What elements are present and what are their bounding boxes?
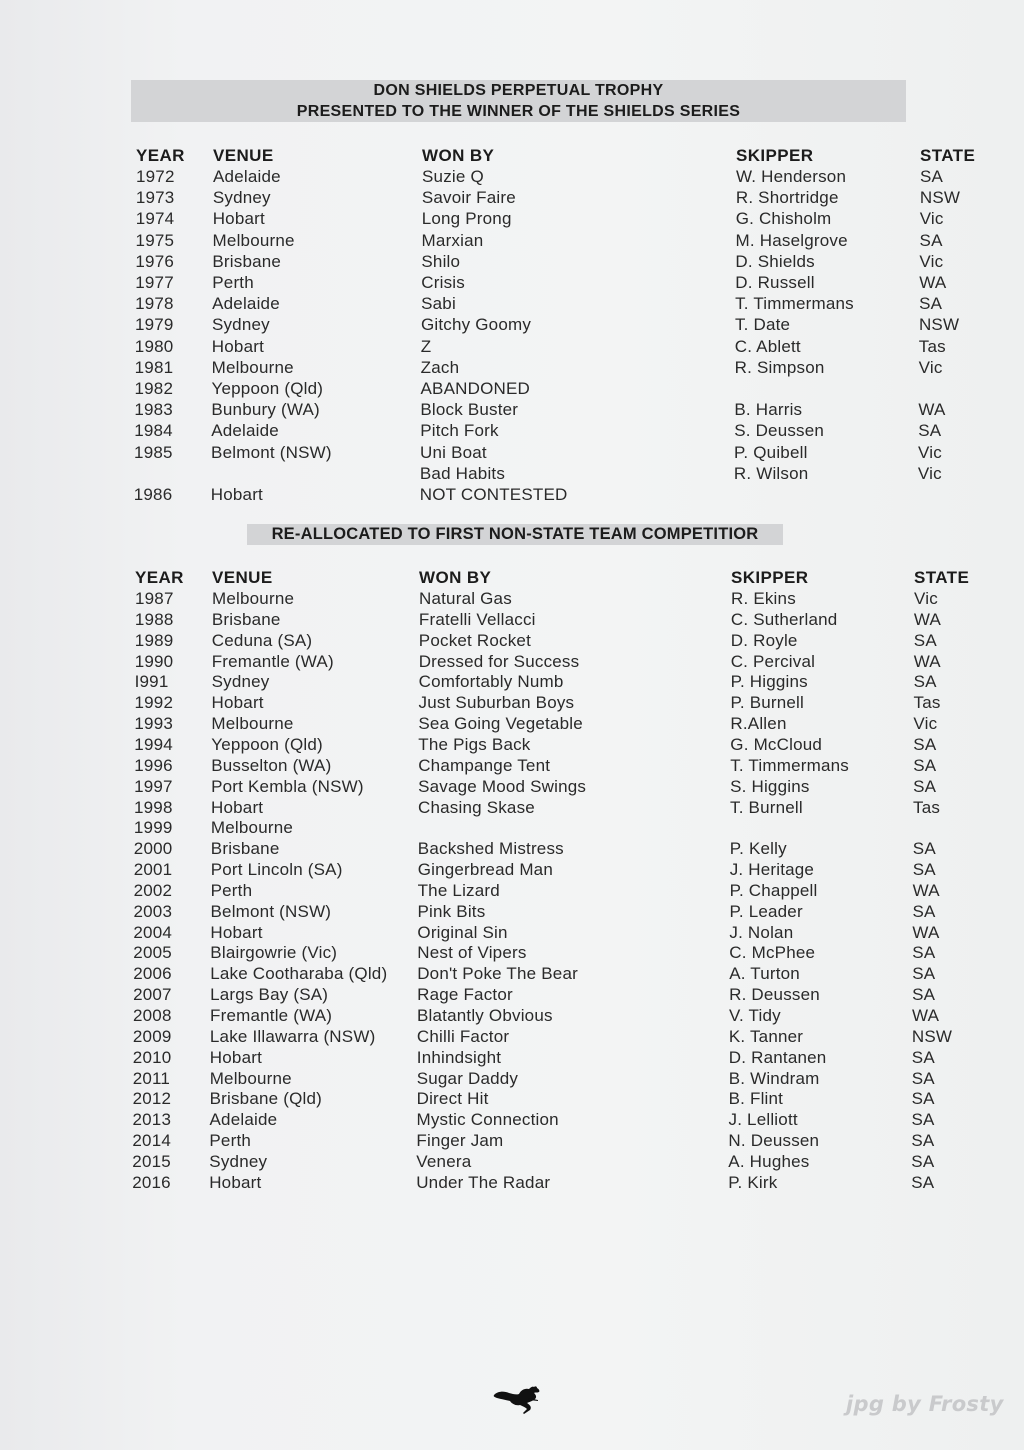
cell-skipper: S. Deussen	[734, 421, 825, 441]
table-row	[0, 336, 1024, 357]
cell-skipper: C. Percival	[730, 651, 816, 671]
cell-year: 2004	[133, 922, 173, 942]
cell-won-by: Block Buster	[420, 400, 519, 420]
cell-venue: Belmont (NSW)	[210, 901, 332, 921]
cell-venue: Perth	[210, 880, 253, 900]
cell-skipper: G. Chisholm	[735, 209, 832, 229]
cell-year: 2014	[132, 1131, 172, 1151]
cell-skipper: J. Lelliott	[728, 1110, 798, 1130]
cell-won-by: ABANDONED	[420, 379, 530, 398]
cell-venue: Sydney	[209, 1151, 268, 1171]
cell-year: 1983	[134, 400, 173, 420]
cell-won-by: Sea Going Vegetable	[418, 714, 583, 734]
table-header-row	[0, 145, 1024, 166]
cell-skipper: M. Haselgrove	[735, 230, 848, 250]
cell-year: 2011	[132, 1068, 171, 1088]
cell-year: 2001	[133, 860, 173, 880]
cell-won-by: Bad Habits	[419, 463, 506, 483]
cell-year: 1978	[135, 294, 174, 314]
cell-venue: Melbourne	[211, 357, 294, 377]
cell-venue: Brisbane	[212, 251, 282, 271]
cell-state: WA	[918, 400, 946, 420]
cell-year: 1977	[135, 273, 174, 292]
cell-won-by: Just Suburban Boys	[418, 693, 575, 713]
cell-year: 1975	[135, 230, 175, 250]
cell-skipper: J. Heritage	[729, 860, 815, 880]
cell-skipper: R. Simpson	[734, 357, 825, 377]
table-header-row	[0, 567, 1024, 588]
cell-year: 1982	[134, 379, 174, 398]
table-row	[0, 230, 1024, 251]
cell-won-by: Suzie Q	[422, 167, 484, 186]
cell-won-by: Savoir Faire	[421, 188, 516, 208]
trophy-title: DON SHIELDS PERPETUAL TROPHY	[373, 82, 664, 99]
cell-won-by: Champange Tent	[418, 755, 551, 775]
cell-won-by: Natural Gas	[419, 589, 512, 608]
table-row	[0, 692, 1024, 713]
cell-venue: Perth	[212, 273, 254, 292]
cell-state: SA	[911, 1151, 935, 1171]
table-row	[0, 208, 1024, 229]
table-row	[0, 880, 1024, 901]
cell-skipper: R. Wilson	[733, 463, 809, 483]
table-row	[0, 734, 1024, 755]
cell-won-by: Uni Boat	[420, 442, 487, 462]
table-row	[0, 442, 1024, 463]
cell-won-by: Comfortably Numb	[418, 672, 564, 692]
cell-venue: Brisbane (Qld)	[209, 1089, 322, 1109]
table-row	[0, 187, 1024, 208]
cell-won-by: Mystic Connection	[416, 1110, 559, 1130]
cell-state: SA	[912, 985, 936, 1005]
header-state: STATE	[914, 568, 970, 587]
cell-skipper: T. Timmermans	[730, 755, 849, 775]
cell-venue: Bunbury (WA)	[211, 400, 320, 420]
cell-skipper: D. Shields	[735, 251, 815, 271]
cell-skipper: P. Higgins	[730, 672, 808, 692]
cell-state: Tas	[913, 693, 941, 713]
cell-venue: Melbourne	[212, 589, 295, 608]
cell-year: 2003	[133, 901, 173, 921]
table-row	[0, 984, 1024, 1005]
cell-state: NSW	[911, 1026, 953, 1046]
photo-credit-watermark: jpg by Frosty	[846, 1392, 1004, 1416]
cell-skipper: S. Higgins	[730, 776, 810, 796]
cell-skipper: N. Deussen	[728, 1131, 820, 1151]
cell-skipper: A. Hughes	[728, 1151, 810, 1171]
table-row	[0, 293, 1024, 314]
cell-venue: Busselton (WA)	[211, 755, 332, 775]
cell-won-by: Nest of Vipers	[417, 943, 527, 963]
table-row	[0, 1005, 1024, 1026]
cell-state: SA	[911, 1172, 935, 1192]
cell-skipper: R. Deussen	[729, 985, 820, 1005]
cell-won-by: The Lizard	[417, 880, 500, 900]
cell-skipper: P. Kelly	[729, 839, 787, 859]
cell-state: SA	[912, 901, 936, 921]
cell-year: 2009	[132, 1026, 172, 1046]
cell-venue: Belmont (NSW)	[211, 442, 332, 462]
cell-won-by: Sugar Daddy	[416, 1068, 519, 1088]
cell-won-by: Inhindsight	[416, 1047, 502, 1067]
cell-skipper: P. Leader	[729, 901, 803, 921]
cell-skipper: A. Turton	[729, 964, 800, 984]
cell-venue: Lake Illawarra (NSW)	[209, 1026, 376, 1046]
cell-skipper: J. Nolan	[729, 922, 794, 942]
table-row	[0, 588, 1024, 609]
cell-year: I991	[134, 672, 169, 692]
cell-won-by: Long Prong	[421, 209, 512, 229]
cell-year: 2012	[132, 1089, 172, 1109]
cell-state: SA	[911, 1068, 935, 1088]
cell-won-by: Blatantly Obvious	[417, 1006, 553, 1025]
cell-year: 2000	[133, 839, 173, 859]
cell-venue: Perth	[209, 1131, 252, 1151]
cell-year: 2005	[133, 943, 172, 963]
header-venue: VENUE	[213, 146, 274, 165]
cell-state: Tas	[918, 336, 946, 356]
cell-year: 2010	[132, 1047, 172, 1067]
cell-venue: Brisbane	[211, 609, 281, 629]
cell-venue: Hobart	[211, 693, 264, 713]
cell-won-by: Crisis	[421, 273, 465, 292]
cell-year: 2015	[132, 1151, 171, 1171]
cell-year: 1987	[135, 589, 174, 608]
cell-year: 1974	[135, 209, 175, 229]
table-row	[0, 963, 1024, 984]
cell-state: Vic	[913, 714, 938, 734]
cell-year: 1984	[134, 421, 173, 441]
cell-venue: Port Lincoln (SA)	[210, 860, 343, 880]
cell-skipper: C. Sutherland	[730, 609, 838, 629]
cell-year: 1972	[136, 167, 175, 186]
cell-skipper: R.Allen	[730, 714, 787, 734]
cell-skipper: B. Harris	[734, 400, 803, 420]
cell-skipper: C. McPhee	[729, 943, 816, 963]
cell-state: SA	[913, 734, 937, 754]
table-row	[0, 1068, 1024, 1089]
cell-state: SA	[918, 421, 942, 441]
cell-state: SA	[913, 755, 937, 775]
cell-won-by: Backshed Mistress	[417, 839, 564, 859]
table-row	[0, 776, 1024, 797]
table-row	[0, 838, 1024, 859]
cell-skipper: D. Royle	[730, 630, 798, 650]
cell-venue: Ceduna (SA)	[211, 630, 313, 650]
cell-year: 1998	[134, 797, 173, 817]
cell-skipper: W. Henderson	[736, 167, 847, 186]
table-row	[0, 651, 1024, 672]
cell-skipper: B. Windram	[728, 1068, 820, 1088]
cell-year: 1988	[134, 609, 174, 629]
table-row	[0, 420, 1024, 441]
cell-state: SA	[912, 860, 936, 880]
cell-won-by: Sabi	[421, 294, 456, 314]
cell-year: 2008	[133, 1006, 172, 1025]
cell-won-by: Pitch Fork	[420, 421, 499, 441]
cell-year: 1993	[134, 714, 174, 734]
trophy-subtitle: PRESENTED TO THE WINNER OF THE SHIELDS SERIES	[296, 103, 741, 120]
cell-venue: Hobart	[210, 922, 263, 942]
cell-state: Vic	[918, 442, 942, 462]
cell-venue: Fremantle (WA)	[210, 1006, 333, 1025]
cell-venue: Lake Cootharaba (Qld)	[210, 964, 388, 984]
table-row	[0, 922, 1024, 943]
cell-venue: Hobart	[209, 1047, 263, 1067]
cell-year: 1992	[134, 693, 174, 713]
cell-won-by: Pink Bits	[417, 901, 486, 921]
cell-won-by: Finger Jam	[416, 1131, 504, 1151]
cell-state: SA	[919, 294, 943, 314]
cell-venue: Adelaide	[213, 167, 281, 186]
cell-skipper: P. Chappell	[729, 880, 818, 900]
table-row	[0, 251, 1024, 272]
cell-won-by: Venera	[416, 1151, 472, 1171]
cell-skipper: D. Russell	[735, 273, 815, 292]
cell-won-by: Marxian	[421, 230, 484, 250]
table-row	[0, 901, 1024, 922]
cell-year: 1979	[134, 315, 174, 335]
header-skipper: SKIPPER	[731, 568, 809, 587]
cell-state: NSW	[919, 188, 961, 208]
cell-venue: Melbourne	[211, 714, 294, 734]
cell-state: SA	[911, 1047, 935, 1067]
cell-year: 2016	[132, 1172, 171, 1192]
cell-state: Vic	[919, 209, 944, 229]
cell-won-by: Under The Radar	[416, 1172, 551, 1192]
cell-venue: Largs Bay (SA)	[210, 985, 329, 1005]
cell-year: 1997	[134, 776, 173, 796]
cell-won-by: The Pigs Back	[418, 734, 531, 754]
cell-state: Vic	[917, 463, 942, 483]
cell-venue: Adelaide	[209, 1110, 278, 1130]
cell-won-by: Chasing Skase	[418, 797, 535, 817]
cell-state: SA	[913, 776, 937, 796]
cell-won-by: Gitchy Goomy	[420, 315, 532, 335]
cell-won-by: Pocket Rocket	[418, 630, 532, 650]
cell-state: SA	[912, 839, 936, 859]
cell-won-by: NOT CONTESTED	[419, 485, 568, 504]
table-row	[0, 1047, 1024, 1068]
cell-venue: Hobart	[210, 485, 263, 504]
cell-year: 2002	[133, 880, 173, 900]
header-year: YEAR	[136, 146, 185, 165]
cell-state: WA	[912, 1006, 940, 1025]
cell-state: Vic	[919, 251, 944, 271]
table-row	[0, 609, 1024, 630]
cell-year: 1990	[134, 651, 174, 671]
cell-year: 2007	[133, 985, 172, 1005]
cell-venue: Fremantle (WA)	[211, 651, 334, 671]
header-venue: VENUE	[212, 568, 273, 587]
trophy-title-banner	[131, 80, 906, 122]
header-year: YEAR	[135, 568, 184, 587]
table-row	[0, 378, 1024, 399]
cell-skipper: K. Tanner	[728, 1026, 804, 1046]
table-row	[0, 399, 1024, 420]
table-row	[0, 942, 1024, 963]
cell-venue: Hobart	[209, 1172, 262, 1192]
cell-year: 2013	[132, 1110, 172, 1130]
cell-venue: Brisbane	[210, 839, 280, 859]
cell-year: 1985	[134, 442, 173, 462]
cell-venue: Sydney	[211, 672, 270, 692]
cell-venue: Sydney	[211, 315, 270, 335]
cell-won-by: Direct Hit	[416, 1089, 489, 1109]
cell-venue: Melbourne	[212, 230, 295, 250]
cell-skipper: P. Burnell	[730, 693, 805, 713]
cell-venue: Adelaide	[211, 421, 279, 441]
cell-won-by: Z	[420, 336, 432, 356]
table-row	[0, 166, 1024, 187]
cell-year: 1994	[134, 734, 173, 754]
cell-venue: Adelaide	[212, 294, 280, 314]
cell-venue: Blairgowrie (Vic)	[210, 943, 338, 963]
table-row	[0, 272, 1024, 293]
cell-year: 1989	[134, 630, 174, 650]
cell-won-by: Original Sin	[417, 922, 508, 942]
table-row	[0, 1172, 1024, 1193]
table-row	[0, 671, 1024, 692]
table-row	[0, 713, 1024, 734]
cell-state: Vic	[918, 357, 943, 377]
cell-state: Tas	[913, 797, 941, 817]
cell-skipper: R. Shortridge	[735, 188, 839, 208]
table-row	[0, 859, 1024, 880]
cell-won-by: Rage Factor	[417, 985, 513, 1005]
cell-year: 1973	[135, 188, 175, 208]
table-row	[0, 1130, 1024, 1151]
cell-state: WA	[912, 922, 940, 942]
cell-state: WA	[913, 609, 942, 629]
cell-skipper: T. Timmermans	[735, 294, 854, 314]
cell-won-by: Savage Mood Swings	[418, 776, 587, 796]
cell-venue: Yeppoon (Qld)	[211, 379, 324, 398]
table-row	[0, 1109, 1024, 1130]
cell-venue: Hobart	[211, 797, 264, 817]
cell-state: SA	[911, 1089, 935, 1109]
cell-state: WA	[919, 273, 947, 292]
cell-skipper: T. Date	[734, 315, 791, 335]
cell-venue: Hobart	[212, 209, 265, 229]
cell-year: 1980	[134, 336, 174, 356]
header-skipper: SKIPPER	[736, 146, 814, 165]
table-row	[0, 1026, 1024, 1047]
cell-state: SA	[912, 964, 936, 984]
cell-skipper: V. Tidy	[729, 1006, 781, 1025]
cell-won-by: Zach	[420, 357, 460, 377]
cell-year: 1981	[134, 357, 174, 377]
cell-year: 1976	[135, 251, 175, 271]
cell-skipper: B. Flint	[728, 1089, 784, 1109]
cell-state: SA	[920, 167, 944, 186]
cell-state: SA	[919, 230, 943, 250]
cell-state: SA	[913, 672, 937, 692]
table-row	[0, 484, 1024, 505]
cell-won-by: Gingerbread Man	[417, 860, 553, 880]
cell-state: WA	[913, 651, 941, 671]
table-row	[0, 630, 1024, 651]
cell-year: 1986	[133, 485, 173, 504]
header-won-by: WON BY	[422, 146, 495, 165]
cell-state: NSW	[918, 315, 960, 335]
cell-venue: Melbourne	[209, 1068, 292, 1088]
cell-state: SA	[911, 1110, 935, 1130]
cell-year: 1996	[134, 755, 173, 775]
reallocation-heading: RE-ALLOCATED TO FIRST NON-STATE TEAM COMPETITIOR	[247, 524, 783, 545]
cell-venue: Sydney	[212, 188, 271, 208]
table-row	[0, 797, 1024, 818]
cell-skipper: C. Ablett	[734, 336, 801, 356]
cell-state: WA	[912, 880, 940, 900]
cell-state: SA	[912, 943, 936, 963]
cell-venue: Port Kembla (NSW)	[211, 776, 364, 796]
cell-skipper: D. Rantanen	[728, 1047, 827, 1067]
cell-skipper: R. Ekins	[731, 589, 796, 608]
table-row	[0, 817, 1024, 838]
cell-venue: Melbourne	[210, 818, 294, 838]
cell-skipper: P. Kirk	[728, 1172, 778, 1192]
table-row	[0, 314, 1024, 335]
cell-venue: Hobart	[211, 336, 265, 356]
table-row	[0, 1151, 1024, 1172]
cell-won-by: Don't Poke The Bear	[417, 964, 578, 984]
table-row	[0, 1088, 1024, 1109]
cell-state: SA	[913, 630, 937, 650]
cell-skipper: T. Burnell	[730, 797, 803, 817]
cell-year: 1999	[133, 818, 173, 838]
cell-state: SA	[911, 1131, 935, 1151]
header-won-by: WON BY	[419, 568, 492, 587]
cell-won-by: Shilo	[421, 251, 461, 271]
table-row	[0, 755, 1024, 776]
cell-state: Vic	[914, 589, 938, 608]
cell-year: 2006	[133, 964, 172, 984]
cell-won-by: Chilli Factor	[416, 1026, 510, 1046]
cell-skipper: G. McCloud	[730, 734, 823, 754]
cell-won-by: Fratelli Vellacci	[418, 609, 536, 629]
header-state: STATE	[920, 146, 976, 165]
table-row	[0, 463, 1024, 484]
kangaroo-icon	[492, 1381, 548, 1415]
cell-skipper: P. Quibell	[734, 442, 808, 462]
cell-venue: Yeppoon (Qld)	[211, 734, 323, 754]
table-row	[0, 357, 1024, 378]
cell-won-by: Dressed for Success	[418, 651, 580, 671]
